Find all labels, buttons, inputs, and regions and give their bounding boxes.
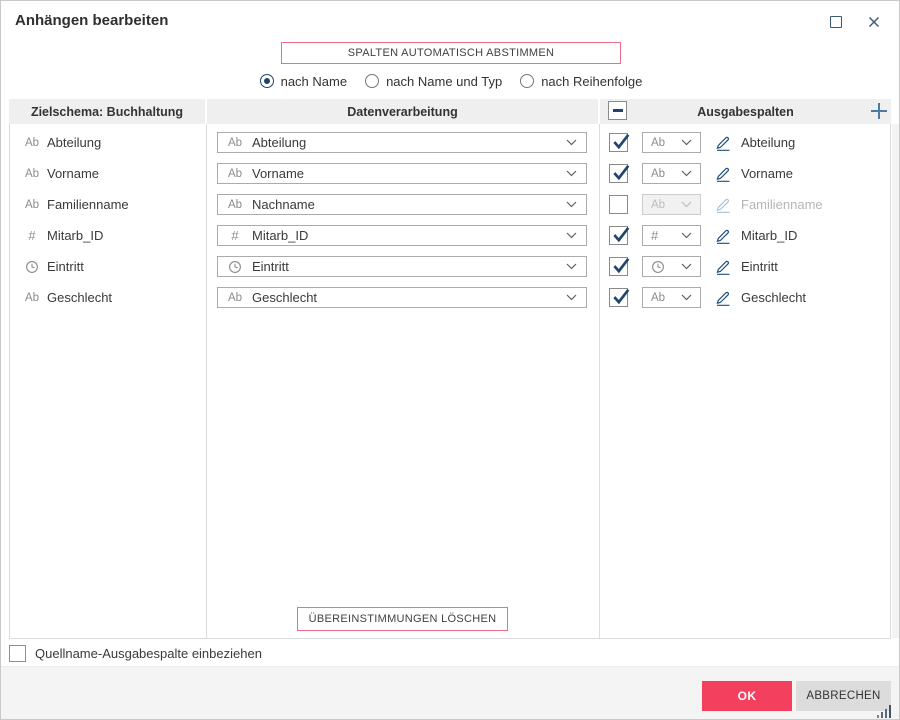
include-source-name-checkbox[interactable] xyxy=(9,645,26,662)
include-column-checkbox[interactable] xyxy=(609,257,628,276)
grid-border-bottom xyxy=(9,638,891,639)
chevron-down-icon xyxy=(566,170,577,177)
text-type-icon: Ab xyxy=(24,136,40,149)
datetime-type-icon xyxy=(651,260,665,274)
header-target-schema: Zielschema: Buchhaltung xyxy=(9,99,205,124)
maximize-icon xyxy=(830,16,842,28)
pencil-icon xyxy=(715,228,731,244)
text-type-icon: Ab xyxy=(651,291,666,304)
chevron-down-icon xyxy=(681,201,692,208)
rename-column-button[interactable] xyxy=(714,134,732,152)
pencil-icon xyxy=(715,259,731,275)
output-type-dropdown[interactable] xyxy=(642,163,701,184)
target-column-label: Vorname xyxy=(47,166,100,181)
output-row xyxy=(599,282,891,313)
include-source-name-label: Quellname-Ausgabespalte einbeziehen xyxy=(35,646,262,661)
resize-grip[interactable] xyxy=(877,705,892,718)
target-row xyxy=(9,251,206,282)
target-column xyxy=(9,124,206,313)
output-column-label: Familienname xyxy=(741,197,823,212)
output-type-dropdown[interactable] xyxy=(642,256,701,277)
auto-match-columns-button[interactable]: SPALTEN AUTOMATISCH ABSTIMMEN xyxy=(281,42,621,64)
output-column-label: Abteilung xyxy=(741,135,796,150)
output-column-label: Geschlecht xyxy=(741,290,807,305)
rename-column-button[interactable] xyxy=(714,289,732,307)
number-type-icon: # xyxy=(231,228,239,243)
mapping-selected-value: Abteilung xyxy=(252,135,307,150)
select-all-checkbox[interactable] xyxy=(608,101,627,120)
target-column-label: Geschlecht xyxy=(47,290,113,305)
pencil-icon xyxy=(715,166,731,182)
target-row xyxy=(9,127,206,158)
number-type-icon: # xyxy=(651,228,659,243)
mapping-row xyxy=(206,220,599,251)
mapping-selected-value: Nachname xyxy=(252,197,315,212)
chevron-down-icon xyxy=(681,263,692,270)
output-row xyxy=(599,189,891,220)
output-column-label: Eintritt xyxy=(741,259,778,274)
number-type-icon: # xyxy=(28,228,36,243)
rename-column-button[interactable] xyxy=(714,165,732,183)
target-row xyxy=(9,220,206,251)
text-type-icon: Ab xyxy=(227,198,243,211)
include-column-checkbox[interactable] xyxy=(609,226,628,245)
pencil-icon xyxy=(715,290,731,306)
close-icon xyxy=(867,15,881,29)
output-column-label: Vorname xyxy=(741,166,794,181)
close-button[interactable] xyxy=(863,11,885,33)
header-data-processing: Datenverarbeitung xyxy=(207,99,598,124)
text-type-icon: Ab xyxy=(651,167,666,180)
datetime-type-icon xyxy=(25,260,39,274)
target-row xyxy=(9,282,206,313)
check-icon xyxy=(611,132,630,151)
chevron-down-icon xyxy=(566,139,577,146)
chevron-down-icon xyxy=(566,294,577,301)
add-column-button[interactable] xyxy=(867,99,891,123)
mapping-column xyxy=(206,124,599,313)
mapping-dropdown[interactable] xyxy=(217,132,587,153)
chevron-down-icon xyxy=(566,201,577,208)
output-type-dropdown[interactable] xyxy=(642,194,701,215)
target-column-label: Mitarb_ID xyxy=(47,228,104,243)
include-column-checkbox[interactable] xyxy=(609,288,628,307)
text-type-icon: Ab xyxy=(24,167,40,180)
output-type-dropdown[interactable] xyxy=(642,132,701,153)
mapping-selected-value: Mitarb_ID xyxy=(252,228,309,243)
include-column-checkbox[interactable] xyxy=(609,133,628,152)
ok-button[interactable]: OK xyxy=(702,681,792,711)
mapping-dropdown[interactable] xyxy=(217,194,587,215)
chevron-down-icon xyxy=(566,232,577,239)
scrollbar-track[interactable] xyxy=(892,124,900,638)
radio-label: nach Name xyxy=(280,73,348,89)
mapping-dropdown[interactable] xyxy=(217,163,587,184)
output-type-dropdown[interactable] xyxy=(642,225,701,246)
radio-icon xyxy=(365,74,379,88)
target-row xyxy=(9,189,206,220)
target-row xyxy=(9,158,206,189)
dialog-footer xyxy=(1,666,900,720)
output-row xyxy=(599,220,891,251)
radio-label: nach Reihenfolge xyxy=(541,73,643,89)
output-column xyxy=(599,124,891,313)
check-icon xyxy=(611,163,630,182)
cancel-button[interactable]: ABBRECHEN xyxy=(796,681,891,711)
radio-nach-reihenfolge[interactable] xyxy=(520,74,642,89)
rename-column-button[interactable] xyxy=(714,196,732,214)
check-icon xyxy=(611,225,630,244)
output-row xyxy=(599,158,891,189)
chevron-down-icon xyxy=(681,170,692,177)
mapping-selected-value: Vorname xyxy=(252,166,305,181)
chevron-down-icon xyxy=(681,232,692,239)
radio-nach-name-und-typ[interactable] xyxy=(365,74,502,89)
indeterminate-icon xyxy=(613,109,623,112)
maximize-button[interactable] xyxy=(825,11,847,33)
target-column-label: Familienname xyxy=(47,197,129,212)
include-source-name-row xyxy=(9,645,262,662)
chevron-down-icon xyxy=(566,263,577,270)
target-column-label: Eintritt xyxy=(47,259,84,274)
text-type-icon: Ab xyxy=(24,198,40,211)
radio-label: nach Name und Typ xyxy=(386,73,503,89)
output-row xyxy=(599,127,891,158)
output-type-dropdown[interactable] xyxy=(642,287,701,308)
dialog-title: Anhängen bearbeiten xyxy=(15,12,169,29)
text-type-icon: Ab xyxy=(227,291,243,304)
include-column-checkbox[interactable] xyxy=(609,195,628,214)
mapping-row xyxy=(206,282,599,313)
mapping-dropdown[interactable] xyxy=(217,256,587,277)
mapping-dropdown[interactable] xyxy=(217,287,587,308)
output-row xyxy=(599,251,891,282)
chevron-down-icon xyxy=(681,139,692,146)
mapping-row xyxy=(206,251,599,282)
mapping-row xyxy=(206,189,599,220)
mapping-selected-value: Eintritt xyxy=(252,259,289,274)
check-icon xyxy=(611,256,630,275)
text-type-icon: Ab xyxy=(24,291,40,304)
pencil-icon xyxy=(715,135,731,151)
header-output-columns: Ausgabespalten xyxy=(600,99,891,124)
text-type-icon: Ab xyxy=(651,136,666,149)
mapping-row xyxy=(206,158,599,189)
radio-icon xyxy=(260,74,274,88)
pencil-icon xyxy=(715,197,731,213)
plus-icon xyxy=(869,101,889,121)
datetime-type-icon xyxy=(228,260,242,274)
output-column-label: Mitarb_ID xyxy=(741,228,798,243)
rename-column-button[interactable] xyxy=(714,258,732,276)
clear-matches-button[interactable]: ÜBEREINSTIMMUNGEN LÖSCHEN xyxy=(297,607,508,631)
radio-nach-name[interactable] xyxy=(260,74,347,89)
chevron-down-icon xyxy=(681,294,692,301)
target-column-label: Abteilung xyxy=(47,135,102,150)
mapping-selected-value: Geschlecht xyxy=(252,290,318,305)
text-type-icon: Ab xyxy=(227,136,243,149)
mapping-dropdown[interactable] xyxy=(217,225,587,246)
check-icon xyxy=(611,287,630,306)
radio-icon xyxy=(520,74,534,88)
text-type-icon: Ab xyxy=(651,198,666,211)
include-column-checkbox[interactable] xyxy=(609,164,628,183)
text-type-icon: Ab xyxy=(227,167,243,180)
title-bar xyxy=(1,1,899,41)
mapping-row xyxy=(206,127,599,158)
rename-column-button[interactable] xyxy=(714,227,732,245)
match-mode-radio-group xyxy=(1,71,900,91)
